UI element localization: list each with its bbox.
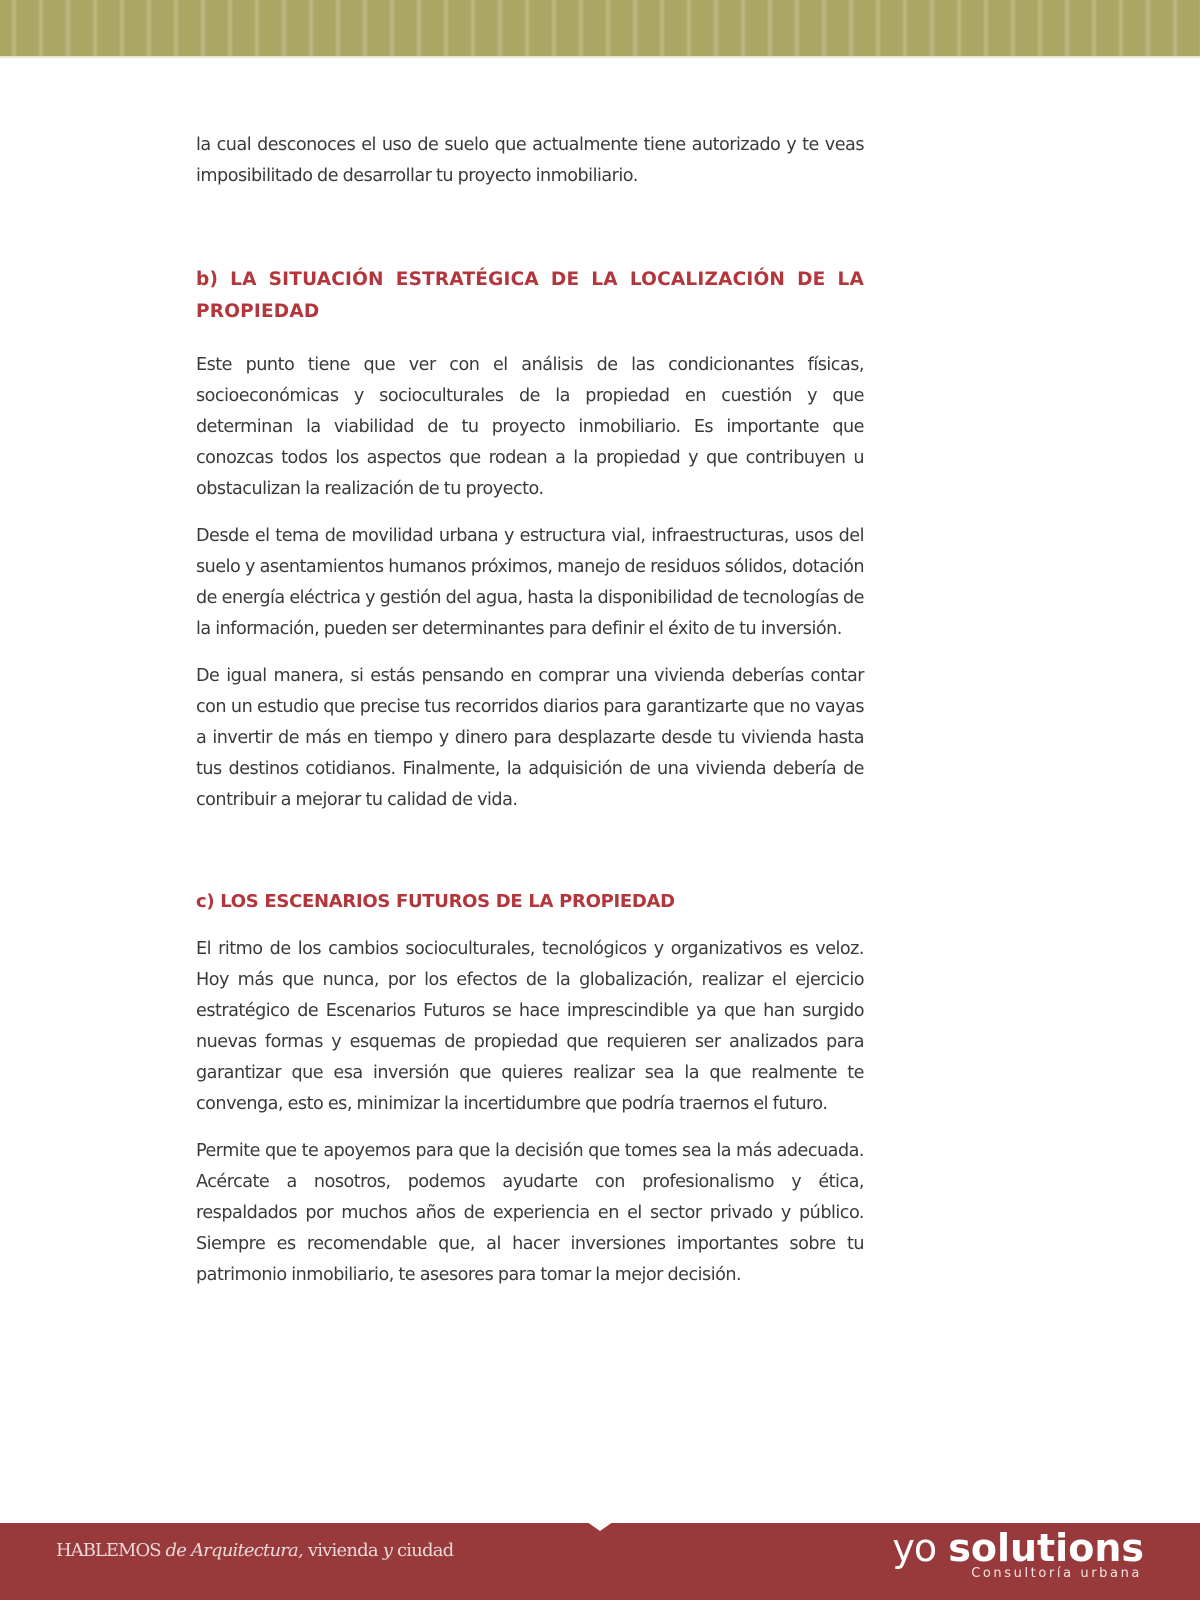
logo-subtitle: Consultoría urbana xyxy=(971,1566,1142,1581)
intro-paragraph: la cual desconoces el uso de suelo que actualmente tiene autorizado y te veas imposibilitado de desarrollar tu proyecto inmobiliario. xyxy=(196,135,864,186)
logo-yo: yo xyxy=(892,1526,937,1570)
page-content xyxy=(196,130,864,1291)
tagline-arquitectura: Arquitectura, xyxy=(190,1540,303,1561)
section-c-paragraph: Permite que te apoyemos para que la decisión que tomes sea la más adecuada. Acércate a nosotros, podemos ayudarte con profesionalismo y ética, respaldados por muchos años de experiencia en el sector privado y público. Siempre es recomendable que, al hacer inversiones importantes sobre tu patrimonio inmobiliario, te asesores para tomar la mejor decisión. xyxy=(196,1141,864,1285)
section-b-paragraph: Este punto tiene que ver con el análisis de las condicionantes físicas, socioeconómicas y socioculturales de la propiedad en cuestión y que determinan la viabilidad de tu proyecto inmobiliario. Es importante que conozcas todos los aspectos que rodean a la propiedad y que contribuyen u obstaculizan la realización de tu proyecto. xyxy=(196,355,864,499)
tagline-vivienda: vivienda xyxy=(307,1540,378,1561)
logo-solutions: solutions xyxy=(948,1526,1144,1570)
tagline-ciudad: ciudad xyxy=(397,1540,454,1561)
section-b-paragraph: Desde el tema de movilidad urbana y estructura vial, infraestructuras, usos del suelo y asentamientos humanos próximos, manejo de residuos sólidos, dotación de energía eléctrica y gestión del agua, hasta la disponibilidad de tecnologías de la información, pueden ser determinantes para definir el éxito de tu inversión. xyxy=(196,526,864,639)
footer-notch-decoration xyxy=(580,1517,620,1535)
section-b-paragraph: De igual manera, si estás pensando en comprar una vivienda deberías contar con un estudio que precise tus recorridos diarios para garantizarte que no vayas a invertir de más en tiempo y dinero para desplazarte desde tu vivienda hasta tus destinos cotidianos. Finalmente, la adquisición de una vivienda debería de contribuir a mejorar tu calidad de vida. xyxy=(196,666,864,810)
tagline-brand: HABLEMOS xyxy=(56,1540,161,1561)
section-c-heading: c) LOS ESCENARIOS FUTUROS DE LA PROPIEDAD xyxy=(196,891,675,912)
section-c-paragraph: El ritmo de los cambios socioculturales, tecnológicos y organizativos es veloz. Hoy más que nunca, por los efectos de la globalización, realizar el ejercicio estratégico de Escenarios Futuros se hace imprescindible ya que han surgido nuevas formas y esquemas de propiedad que requieren ser analizados para garantizar que esa inversión que quieres realizar sea la que realmente te convenga, esto es, minimizar la incertidumbre que podría traernos el futuro. xyxy=(196,939,864,1114)
tagline-de: de xyxy=(165,1540,187,1561)
yo-solutions-logo xyxy=(892,1528,1144,1581)
tagline-y: y xyxy=(382,1540,393,1561)
header-decorative-band xyxy=(0,0,1200,58)
footer-tagline xyxy=(56,1540,453,1561)
section-b-heading: b) LA SITUACIÓN ESTRATÉGICA DE LA LOCALIZACIÓN DE LA PROPIEDAD xyxy=(196,269,864,322)
